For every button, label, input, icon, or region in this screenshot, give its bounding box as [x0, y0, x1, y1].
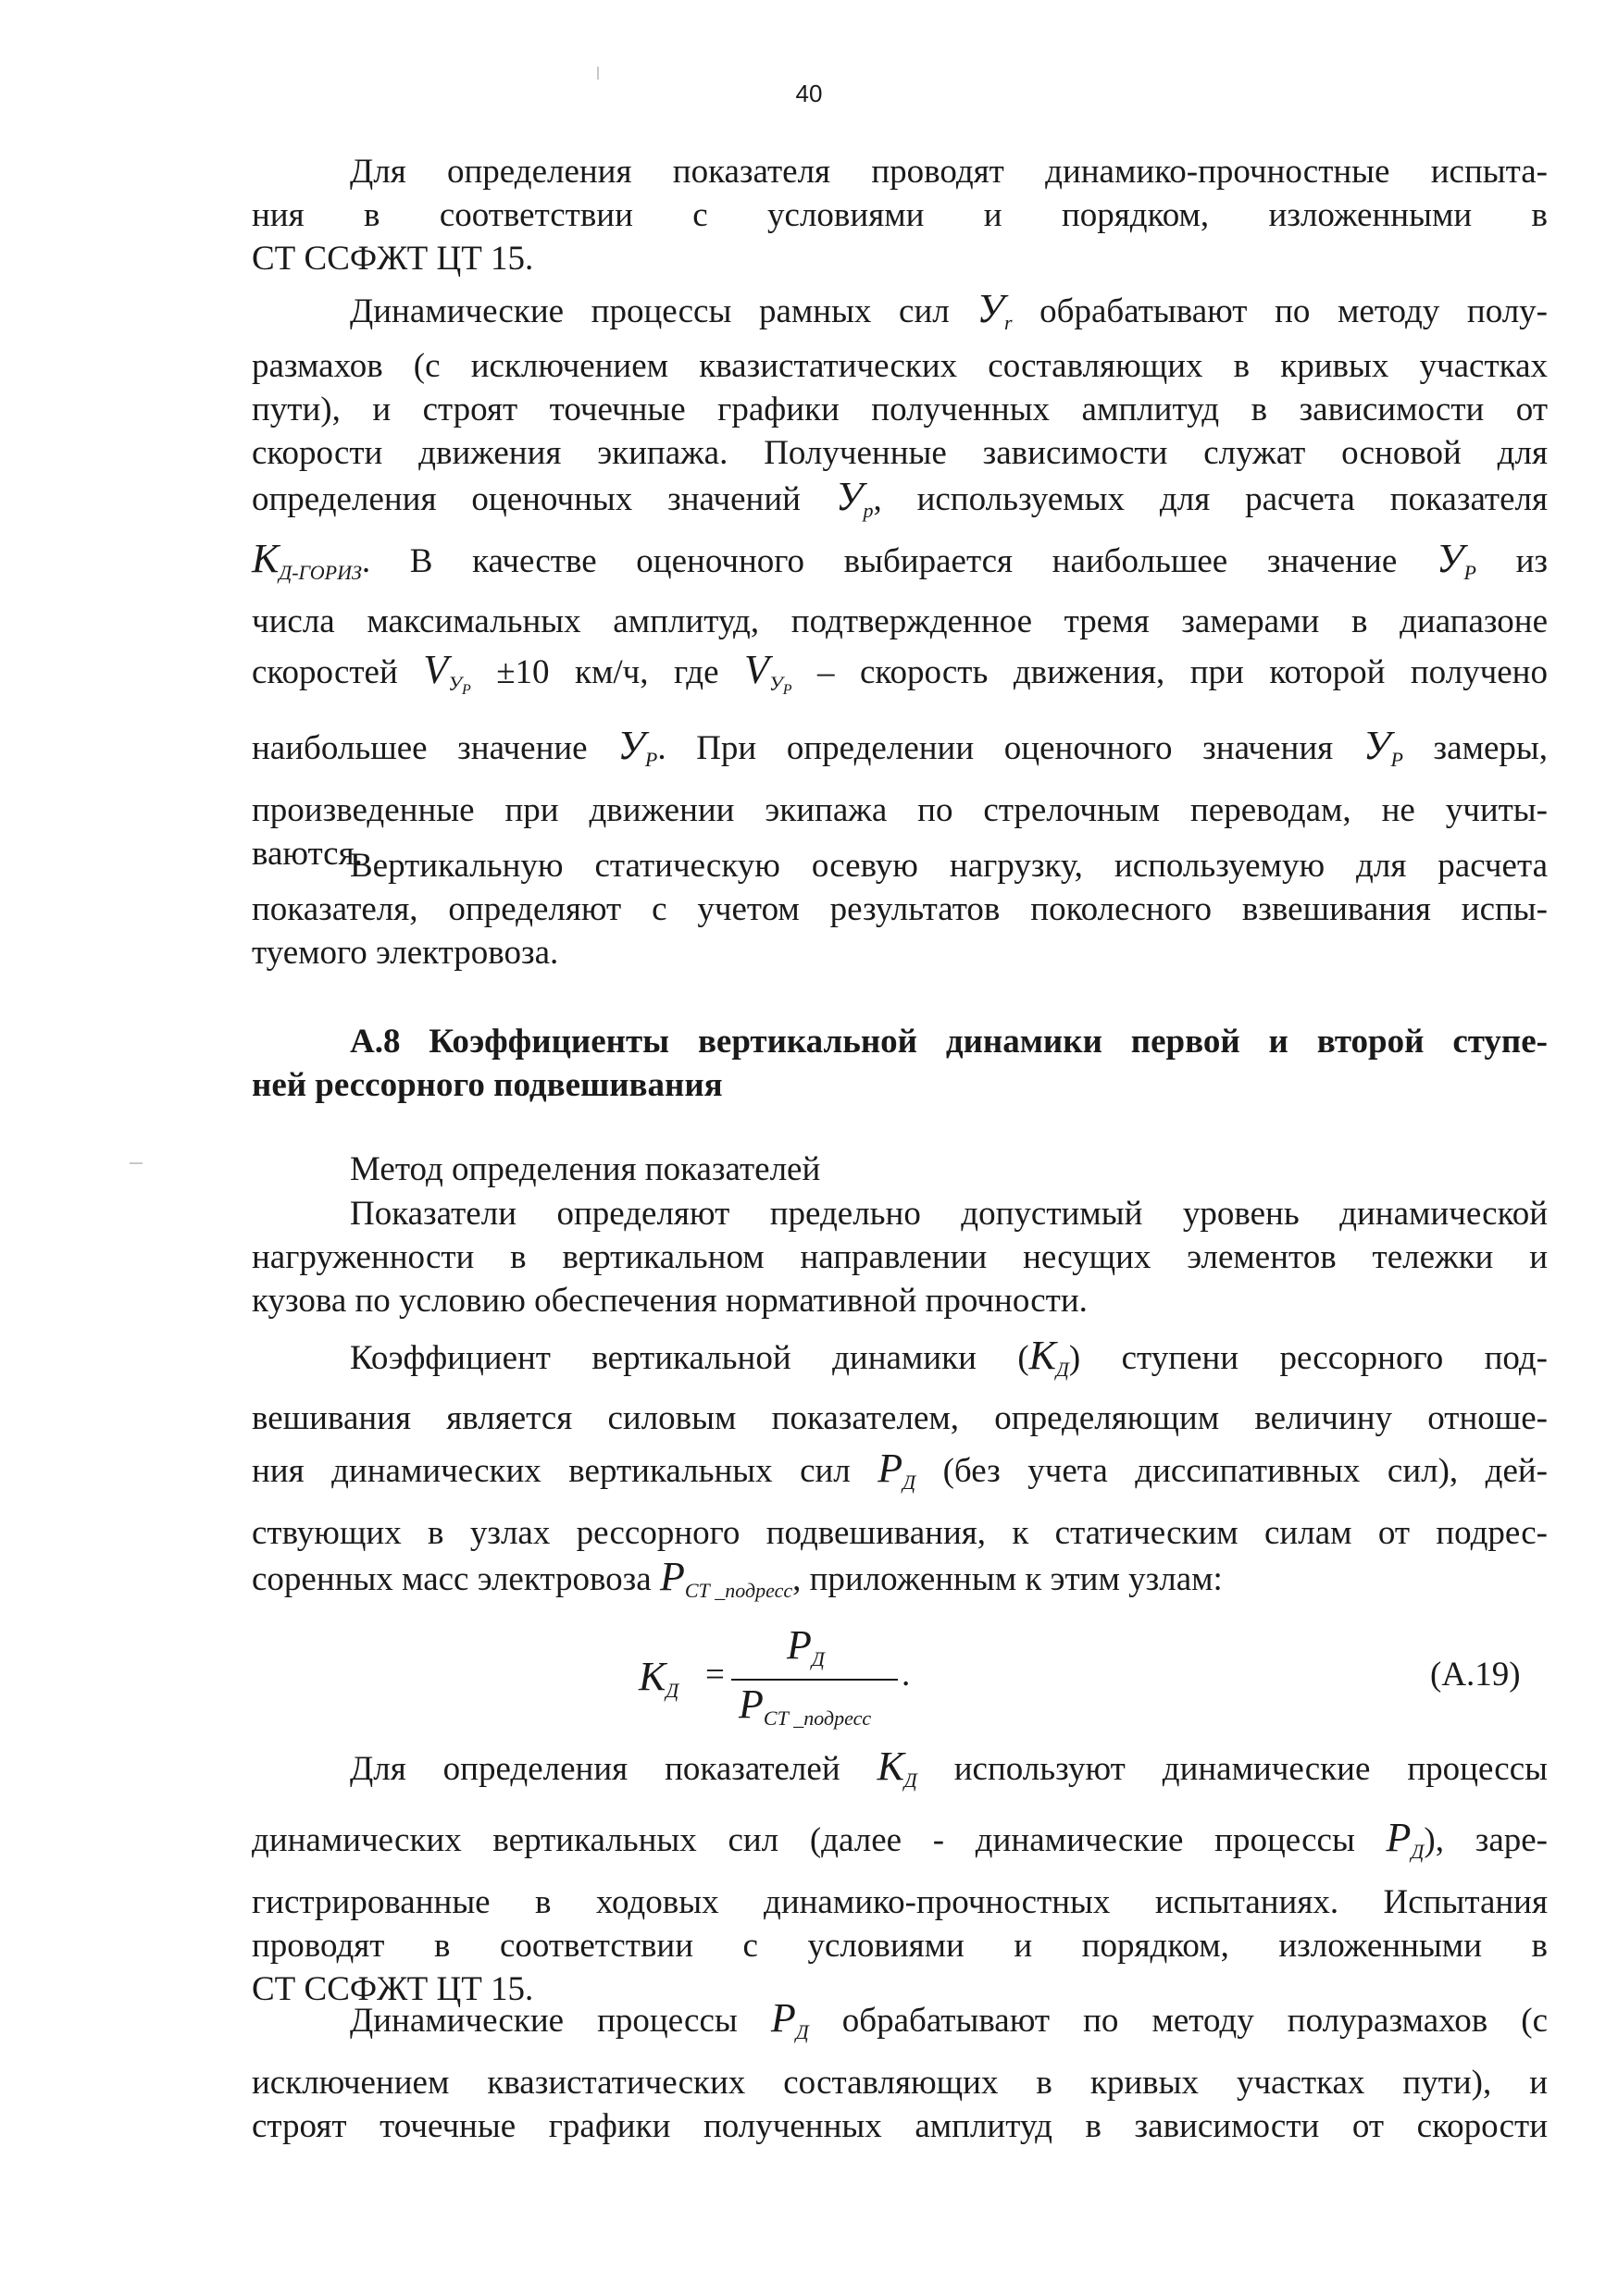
symbol-y-p: $У_Р$: [617, 723, 658, 771]
text-line: Динамические процессы $Р_Д$ обрабатывают по методу полуразмахов (с: [350, 1995, 1549, 2043]
text-line: ваются.: [252, 835, 363, 873]
paragraph-1: [252, 150, 1548, 280]
text-line: размахов (с исключением квазистатических составляющих в кривых участках: [252, 347, 1548, 385]
paragraph-3: [252, 844, 1548, 974]
symbol-p-d: $Р_Д$: [1386, 1815, 1425, 1863]
symbol-y-p: $У_р$: [835, 474, 874, 522]
symbol-v-yp: $V_{УР}$: [744, 647, 792, 698]
paragraph-7: [252, 1990, 1548, 2148]
paragraph-4: [252, 1192, 1548, 1322]
text-line: кузова по условию обеспечения нормативной прочности.: [252, 1282, 1088, 1320]
method-title: Метод определения показателей: [350, 1150, 821, 1188]
text-line: проводят в соответствии с условиями и порядком, изложенными в: [252, 1927, 1548, 1965]
text-line: СТ ССФЖТ ЦТ 15.: [252, 1970, 534, 2008]
text-line: Коэффициент вертикальной динамики $(К_Д)$ ступени рессорного под-: [350, 1333, 1548, 1381]
text-line: определения оценочных значений $У_р$, используемых для расчета показателя: [252, 474, 1548, 522]
page-number: 40: [795, 80, 823, 107]
text-line: исключением квазистатических составляющих в кривых участках пути), и: [252, 2064, 1548, 2102]
text-line: Показатели определяют предельно допустимый уровень динамической: [350, 1195, 1548, 1233]
formula-numerator: $Р_Д$: [787, 1622, 825, 1670]
paragraph-5: [252, 1329, 1548, 1612]
scan-mark-top: [597, 67, 599, 80]
section-heading: [252, 1020, 1548, 1107]
formula-denominator: $Р_{СТ \_подресс}$: [739, 1682, 872, 1730]
symbol-p-d: $Р_Д$: [877, 1446, 916, 1494]
text-line: произведенные при движении экипажа по стрелочным переводам, не учиты-: [252, 791, 1548, 829]
formula-number: (А.19): [1430, 1656, 1521, 1694]
formula-a19: [639, 1622, 1194, 1730]
text-line: строят точечные графики полученных амплитуд в зависимости от скорости: [252, 2107, 1548, 2145]
heading-line: А.8 Коэффициенты вертикальной динамики первой и второй ступе-: [350, 1023, 1548, 1061]
formula-equals: =: [705, 1656, 725, 1694]
text-line: Для определения показателей $К_Д$ используют динамические процессы: [350, 1744, 1548, 1792]
symbol-y-p: $У_Р$: [1436, 536, 1476, 584]
text-line: наибольшее значение $У_Р$. При определении оценочного значения $У_Р$ замеры,: [252, 723, 1549, 771]
symbol-v-yp: $V_{УР}$: [423, 647, 471, 698]
text-line: $К_{Д-ГОРИЗ}$. В качестве оценочного выбирается наибольшее значение $У_Р$ из: [252, 536, 1549, 584]
text-line: Вертикальную статическую осевую нагрузку, используемую для расчета: [350, 847, 1548, 885]
text-line: скорости движения экипажа. Полученные зависимости служат основой для: [252, 434, 1548, 472]
paragraph-2: [252, 287, 1548, 875]
text-line: показателя, определяют с учетом результатов поколесного взвешивания испы-: [252, 890, 1548, 928]
symbol-k-goriz: $К_{Д-ГОРИЗ}$: [252, 536, 362, 584]
text-line: пути), и строят точечные графики полученных амплитуд в зависимости от: [252, 391, 1548, 428]
text-line: СТ ССФЖТ ЦТ 15.: [252, 240, 534, 278]
heading-line: ней рессорного подвешивания: [252, 1066, 723, 1104]
symbol-y-p: $У_Р$: [1363, 723, 1403, 771]
text-line: ния динамических вертикальных сил $Р_Д$ (без учета диссипативных сил), дей-: [252, 1446, 1548, 1494]
symbol-k-d: $К_Д$: [877, 1744, 917, 1792]
symbol-p-st: $Р_{СТ \_подресс}$: [659, 1554, 793, 1602]
scan-mark-left: [130, 1162, 143, 1164]
text-line: соренных масс электровоза $Р_{СТ \_подресс}$, приложенным к этим узлам:: [252, 1554, 1223, 1602]
text-line: ния в соответствии с условиями и порядком, изложенными в: [252, 196, 1548, 234]
text-line: числа максимальных амплитуд, подтвержденное тремя замерами в диапазоне: [252, 602, 1548, 640]
text-line: нагруженности в вертикальном направлении несущих элементов тележки и: [252, 1238, 1548, 1276]
formula-dot: .: [902, 1656, 911, 1694]
paragraph-6: [252, 1738, 1548, 2011]
text-line: вешивания является силовым показателем, определяющим величину отноше-: [252, 1399, 1548, 1437]
text-line: скоростей $V_{УР} \pm 10$ км/ч, где $V_{УР}$ – скорость движения, при которой получено: [252, 647, 1548, 698]
text-line: Динамические процессы рамных сил $У_r$ обрабатывают по методу полу-: [350, 286, 1548, 334]
text-line: туемого электровоза.: [252, 934, 559, 972]
symbol-k-d: $К_Д$: [1028, 1333, 1069, 1381]
symbol-p-d: $Р_Д$: [770, 1995, 809, 2043]
formula-lhs: $К_Д$: [639, 1654, 679, 1702]
text-line: гистрированные в ходовых динамико-прочностных испытаниях. Испытания: [252, 1883, 1548, 1921]
text-line: Для определения показателя проводят динамико-прочностные испыта-: [350, 153, 1548, 191]
text-line: ствующих в узлах рессорного подвешивания, к статическим силам от подрес-: [252, 1514, 1548, 1552]
symbol-y-r: $У_r$: [977, 286, 1013, 334]
text-line: динамических вертикальных сил (далее - динамические процессы $Р_Д$), заре-: [252, 1815, 1548, 1863]
